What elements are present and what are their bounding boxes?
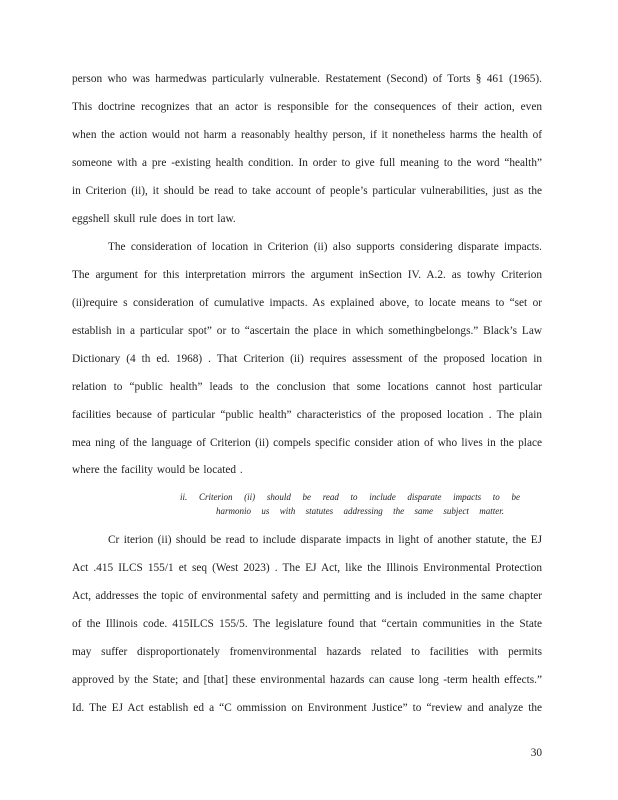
body-line: in Criterion (ii), it should be read to take account of people’s particular vulnerabilities, just as the xyxy=(72,185,542,197)
body-line: person who was harmedwas particularly vulnerable. Restatement (Second) of Torts § 461 (1965). xyxy=(72,73,542,85)
body-line: establish in a particular spot” or to “ascertain the place in which somethingbelongs.” Black’s Law xyxy=(72,325,542,337)
body-line: someone with a pre -existing health condition. In order to give full meaning to the word “health” xyxy=(72,157,542,169)
body-line: facilities because of particular “public health” characteristics of the proposed location . The plain xyxy=(72,409,542,421)
body-line: when the action would not harm a reasonably healthy person, if it nonetheless harms the health of xyxy=(72,129,542,141)
body-line: eggshell skull rule does in tort law. xyxy=(72,213,236,225)
section-heading-continued: harmonio us with statutes addressing the same subject matter. xyxy=(216,506,504,516)
body-line: Act .415 ILCS 155/1 et seq (West 2023) . The EJ Act, like the Illinois Environmental Protection xyxy=(72,562,542,574)
paragraph-first-line: Cr iterion (ii) should be read to include disparate impacts in light of another statute, the EJ xyxy=(108,534,542,546)
body-line: approved by the State; and [that] these environmental hazards can cause long -term health effects.” xyxy=(72,674,542,686)
body-line: Id. The EJ Act establish ed a “C ommission on Environment Justice” to “review and analyze the xyxy=(72,702,542,714)
page-number: 30 xyxy=(530,747,542,759)
paragraph-first-line: The consideration of location in Criterion (ii) also supports considering disparate impacts. xyxy=(108,241,542,253)
body-line: may suffer disproportionately fromenvironmental hazards related to facilities with permits xyxy=(72,646,542,658)
section-heading: ii. Criterion (ii) should be read to include disparate impacts to be xyxy=(180,492,520,502)
body-line: where the facility would be located . xyxy=(72,464,243,476)
body-line: This doctrine recognizes that an actor is responsible for the consequences of their action, even xyxy=(72,101,542,113)
body-line: Act, addresses the topic of environmental safety and permitting and is included in the same chapter xyxy=(72,590,542,602)
body-line: The argument for this interpretation mirrors the argument inSection IV. A.2. as towhy Criterion xyxy=(72,269,542,281)
body-line: (ii)require s consideration of cumulative impacts. As explained above, to locate means to “set or xyxy=(72,297,542,309)
body-line: Dictionary (4 th ed. 1968) . That Criterion (ii) requires assessment of the proposed location in xyxy=(72,353,542,365)
body-line: of the Illinois code. 415ILCS 155/5. The legislature found that “certain communities in the State xyxy=(72,618,542,630)
body-line: relation to “public health” leads to the conclusion that some locations cannot host particular xyxy=(72,381,542,393)
body-line: mea ning of the language of Criterion (ii) compels specific consider ation of who lives in the place xyxy=(72,437,542,449)
